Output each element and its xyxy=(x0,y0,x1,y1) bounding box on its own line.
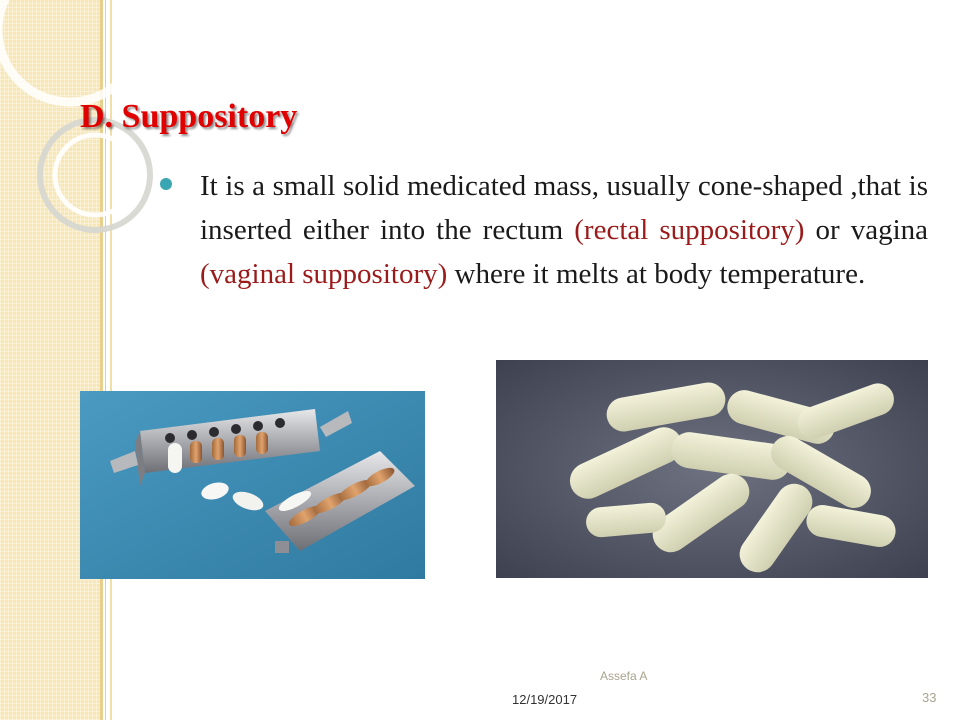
bullet-item xyxy=(160,164,928,296)
footer-author: Assefa A xyxy=(600,669,648,683)
footer-date: 12/19/2017 xyxy=(512,692,578,707)
slide-title: D. Suppository xyxy=(80,98,298,135)
suppository-mold-photo xyxy=(80,391,425,579)
text-segment: where it melts at body temperature. xyxy=(447,258,866,290)
bullet-dot xyxy=(160,178,172,190)
text-segment: It is a small solid medicated mass, usually cone-shaped ,that is inserted either into the rectum xyxy=(200,170,928,246)
suppositories-photo xyxy=(496,360,928,578)
bullet-text xyxy=(200,164,928,296)
text-segment: or vagina xyxy=(804,214,929,246)
page-number: 33 xyxy=(922,690,937,705)
highlight-vaginal: (vaginal suppository) xyxy=(200,258,448,290)
highlight-rectal: (rectal suppository) xyxy=(574,214,805,246)
